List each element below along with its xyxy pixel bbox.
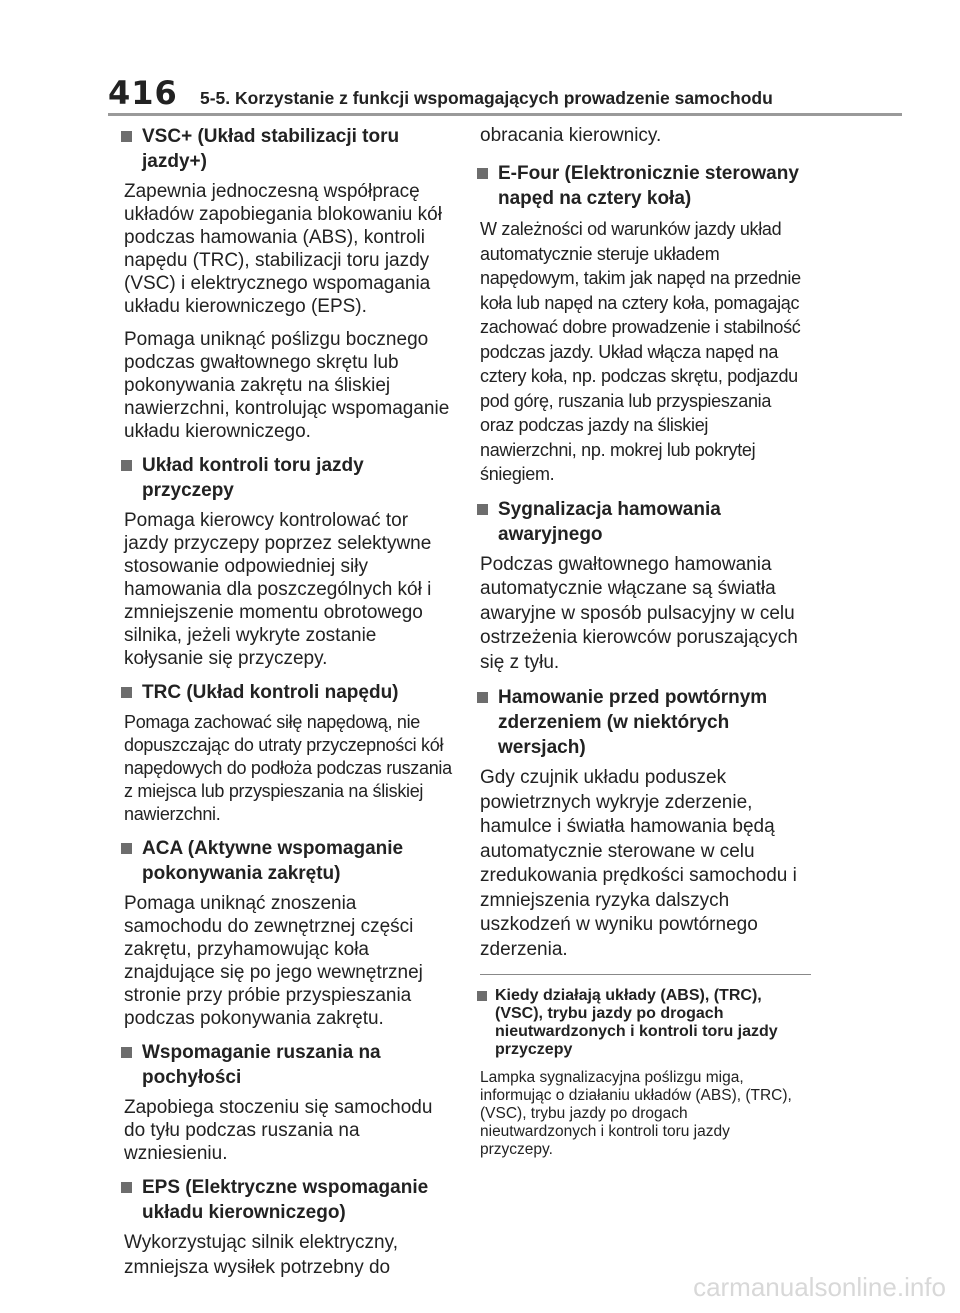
section-title: EPS (Elektryczne wspomaganie układu kierowniczego) [142,1177,429,1223]
continued-paragraph: obracania kierownicy. [480,125,662,146]
section-paragraph: Gdy czujnik układu poduszek powietrznych wykryje zderzenie, hamulce i światła hamowania będą automatycznie sterowane w celu zredukowania prędkości samochodu i zmniejszenia ryzyka dalszych uszkodzeń w wyniku powtórnego zderzenia. [480,767,797,960]
square-bullet-icon [121,843,132,854]
square-bullet-icon [121,687,132,698]
section-title: TRC (Układ kontroli napędu) [142,682,399,703]
section-paragraph: W zależności od warunków jazdy układ automatycznie steruje układem napędowym, takim jak napęd na przednie koła lub napęd na cztery koła, pomagając zachować dobre prowadzenie i stabilność podczas jazdy. Układ włącza napęd na cztery koła, np. podczas skrętu, podjazdu pod górę, ruszania lub przyspieszania oraz podczas jazdy na śliskiej nawierzchni, np. mokrej lub pokrytej śniegiem. [480,219,801,484]
section-title: VSC+ (Układ stabilizacji toru jazdy+) [142,126,400,172]
section-title: ACA (Aktywne wspomaganie pokonywania zakrętu) [142,838,404,884]
section-eps [124,1175,452,1280]
info-note [480,987,806,1159]
header-divider [108,113,902,116]
page-header [108,74,773,112]
section-title: E-Four (Elektronicznie sterowany napęd na cztery koła) [498,163,799,209]
square-bullet-icon [121,460,132,471]
section-trc [124,680,452,826]
section-emergency-braking-signal [480,497,806,676]
section-vsc [124,124,452,443]
section-paragraph: Zapewnia jednoczesną współpracę układów zapobiegania blokowaniu kół podczas hamowania (ABS), kontroli napędu (TRC), stabilizacji toru jazdy (VSC) i elektrycznego wspomagania układu kierowniczego (EPS). [124,181,442,317]
chapter-title: 5-5. Korzystanie z funkcji wspomagających prowadzenie samochodu [200,88,773,108]
section-trailer-sway [124,453,452,670]
footer-watermark: carmanualsonline.info [693,1272,946,1302]
note-title: Kiedy działają układy (ABS), (TRC), (VSC), trybu jazdy po drogach nieutwardzonych i kontroli toru jazdy przyczepy [495,987,778,1058]
left-column [124,124,452,1290]
section-title: Wspomaganie ruszania na pochyłości [142,1042,381,1088]
section-title: Układ kontroli toru jazdy przyczepy [142,455,364,501]
square-bullet-icon [477,991,487,1001]
section-paragraph: Zapobiega stoczeniu się samochodu do tyłu podczas ruszania na wzniesieniu. [124,1097,433,1164]
square-bullet-icon [477,692,488,703]
section-paragraph: Pomaga uniknąć znoszenia samochodu do zewnętrznej części zakrętu, przyhamowując koła znajdujące się po jego wewnętrznej stronie przy próbie przyspieszania podczas pokonywania zakrętu. [124,893,423,1029]
square-bullet-icon [121,131,132,142]
section-paragraph: Pomaga uniknąć poślizgu bocznego podczas gwałtownego skrętu lub pokonywania zakrętu na śliskiej nawierzchni, kontrolując wspomaganie układu kierowniczego. [124,329,450,442]
section-hill-start [124,1040,452,1165]
note-divider [480,974,811,975]
section-title: Sygnalizacja hamowania awaryjnego [498,498,721,545]
section-paragraph: Wykorzystując silnik elektryczny, zmniejsza wysiłek potrzebny do [124,1232,398,1278]
section-secondary-collision-brake [480,685,806,962]
square-bullet-icon [121,1182,132,1193]
section-paragraph: Pomaga zachować siłę napędową, nie dopuszczając do utraty przyczepności kół napędowych do podłoża podczas ruszania z miejsca lub przyspieszania na śliskiej nawierzchni. [124,712,452,824]
section-e-four [480,161,806,487]
right-column [480,124,806,1159]
section-aca [124,836,452,1030]
square-bullet-icon [477,504,488,515]
note-body: Lampka sygnalizacyjna poślizgu miga, informując o działaniu układów (ABS), (TRC), (VSC), trybu jazdy po drogach nieutwardzonych i kontroli toru jazdy przyczepy. [480,1069,792,1158]
page-number: 416 [108,74,178,112]
section-paragraph: Pomaga kierowcy kontrolować tor jazdy przyczepy poprzez selektywne stosowanie odpowiedniej siły hamowania dla poszczególnych kół i zmniejszenie momentu obrotowego silnika, jeżeli wykryte zostanie kołysanie się przyczepy. [124,510,432,669]
section-title: Hamowanie przed powtórnym zderzeniem (w niektórych wersjach) [498,687,768,758]
square-bullet-icon [477,168,488,179]
section-paragraph: Podczas gwałtownego hamowania automatycznie włączane są światła awaryjne w sposób pulsacyjny w celu ostrzeżenia kierowców poruszających się z tyłu. [480,553,798,673]
square-bullet-icon [121,1047,132,1058]
